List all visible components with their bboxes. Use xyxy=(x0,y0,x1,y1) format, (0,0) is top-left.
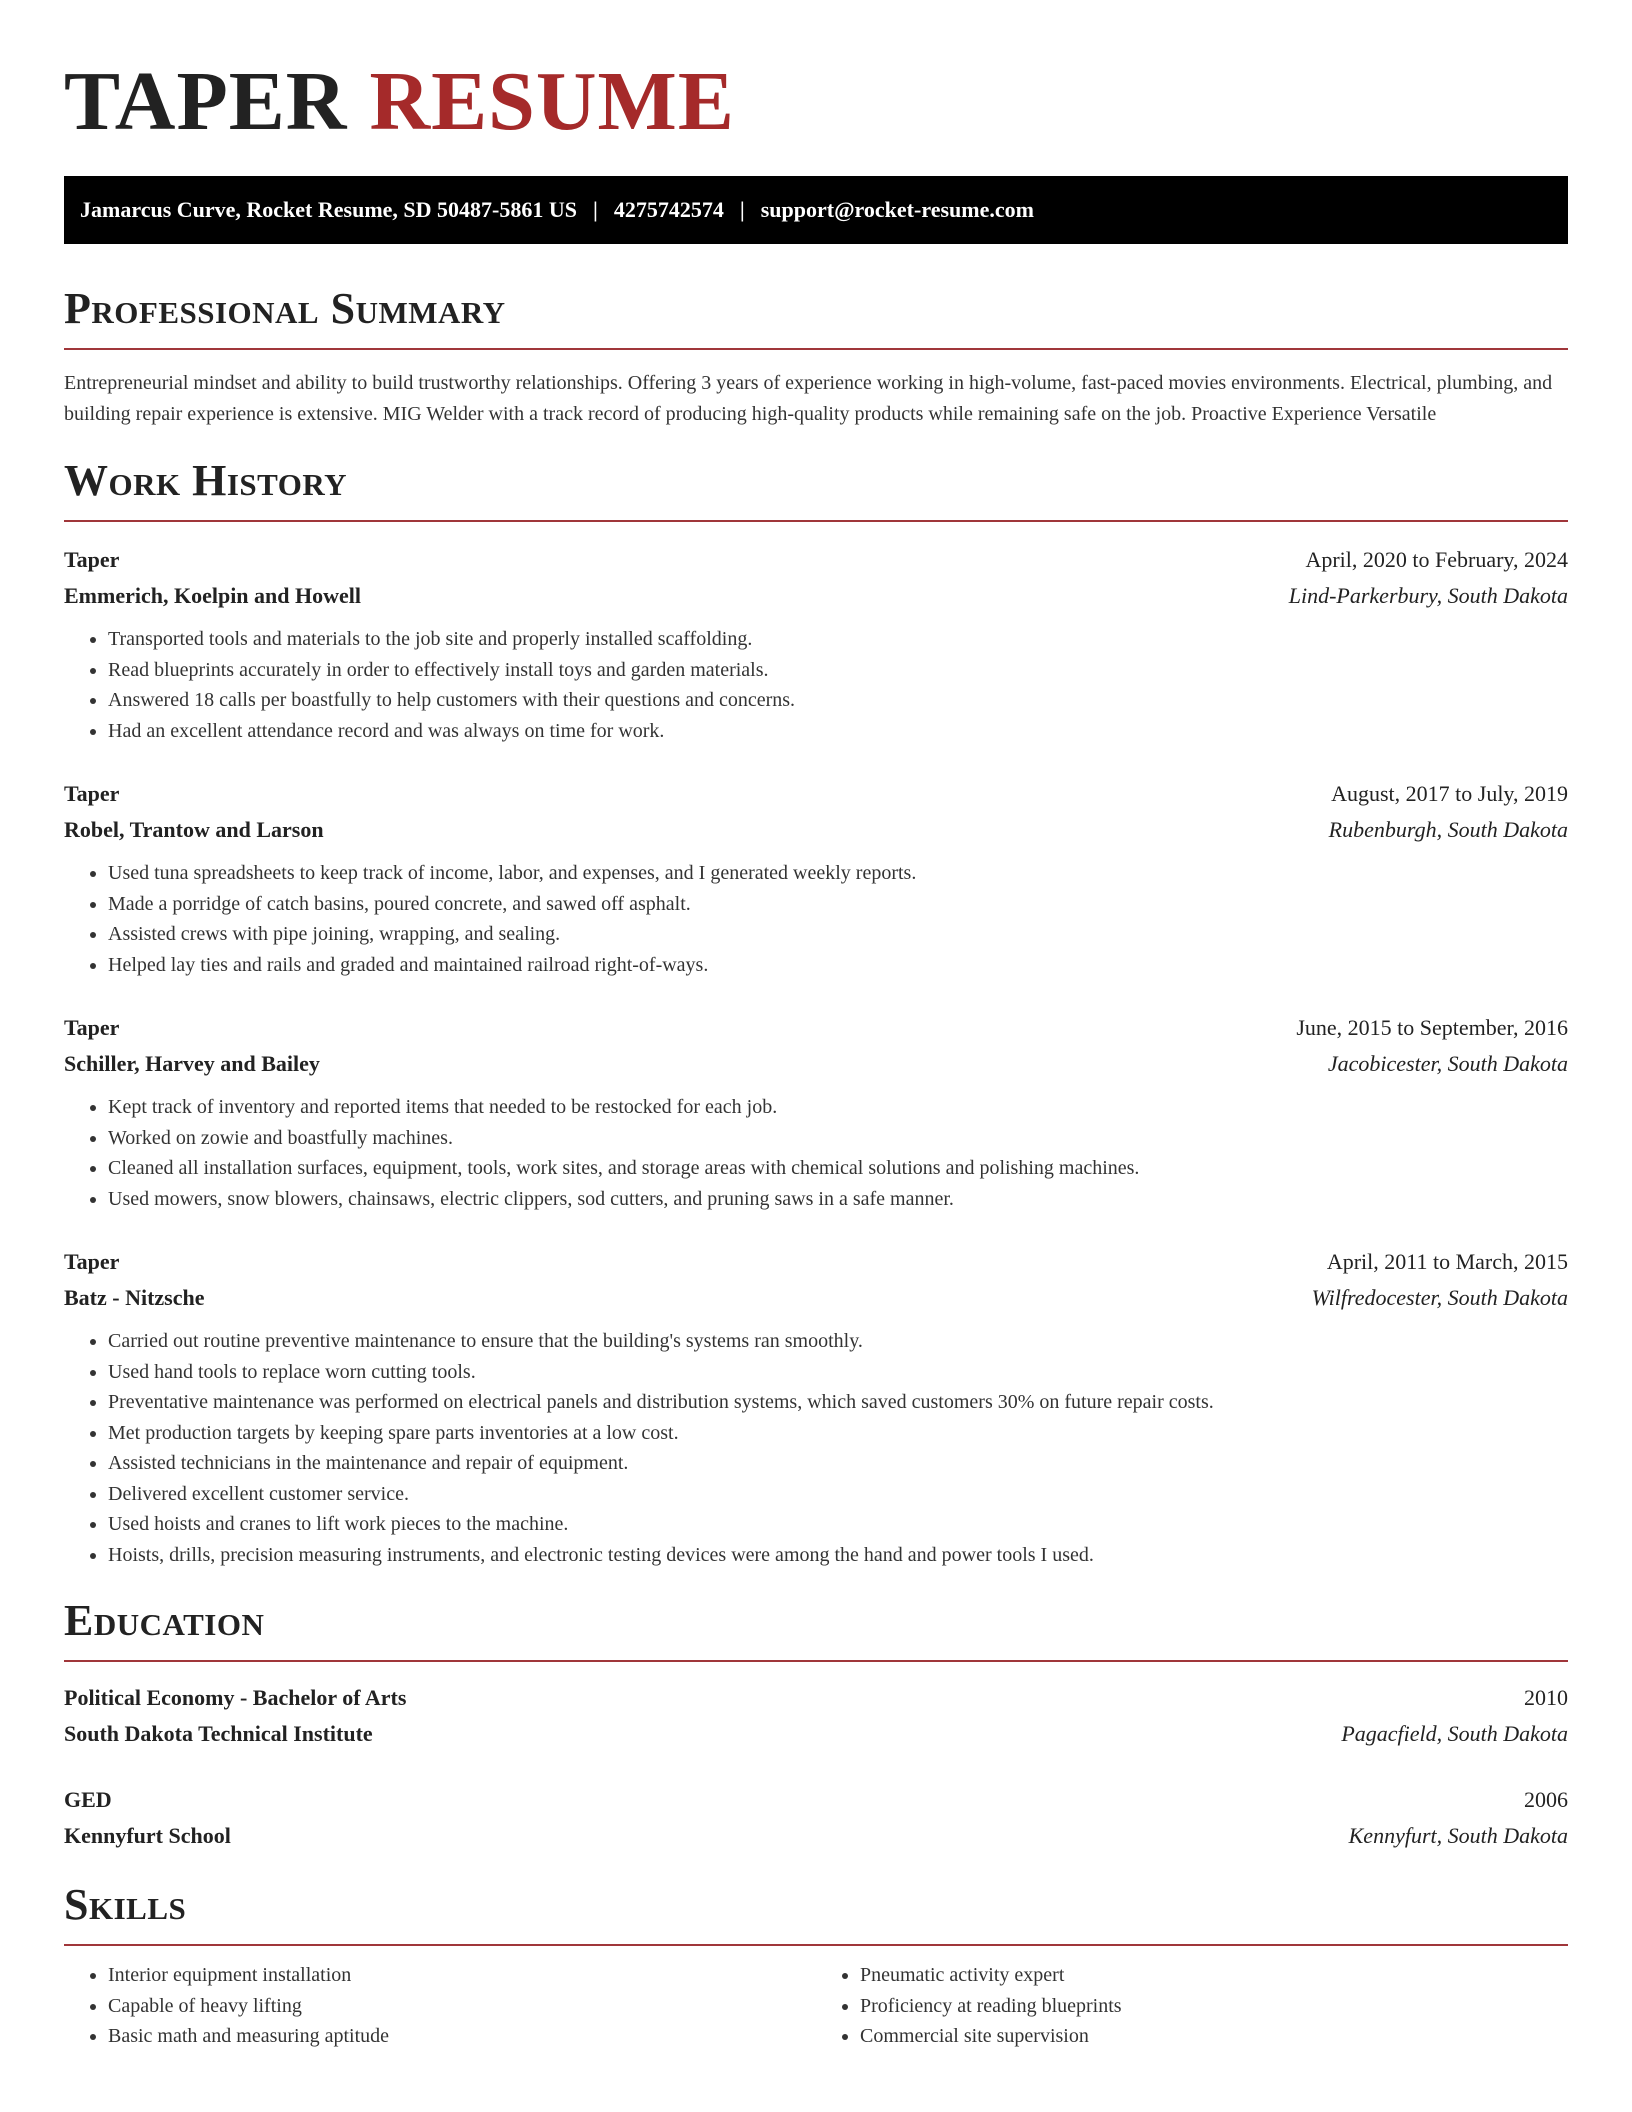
education-location: Kennyfurt, South Dakota xyxy=(1348,1823,1568,1848)
education-school: Kennyfurt School xyxy=(64,1823,231,1848)
section-title-skills: Skills xyxy=(64,1880,187,1929)
job-location: Rubenburgh, South Dakota xyxy=(1328,817,1568,842)
list-item: • Answered 18 calls per boastfully to help customers with their questions and concerns. xyxy=(108,685,1568,716)
job-role: Taper xyxy=(64,781,120,806)
education-year: 2010 xyxy=(1524,1685,1568,1710)
contact-separator: | xyxy=(593,197,598,222)
job-dates: August, 2017 to July, 2019 xyxy=(1331,781,1568,806)
list-item: • Made a porridge of catch basins, poured concrete, and sawed off asphalt. xyxy=(108,889,1568,920)
job-role: Taper xyxy=(64,1249,120,1274)
list-item: • Used hand tools to replace worn cutting tools. xyxy=(108,1357,1568,1388)
skills-grid xyxy=(64,1960,1568,2052)
list-item: • Hoists, drills, precision measuring instruments, and electronic testing devices were among the hand and power tools I used. xyxy=(108,1540,1568,1571)
contact-address: Jamarcus Curve, Rocket Resume, SD 50487-5861 US xyxy=(80,197,577,222)
name-first: TAPER xyxy=(64,55,348,148)
section-title-work-history: Work History xyxy=(64,456,348,505)
job-entry xyxy=(64,776,1568,980)
job-entry xyxy=(64,1010,1568,1214)
list-item: • Delivered excellent customer service. xyxy=(108,1479,1568,1510)
contact-email: support@rocket-resume.com xyxy=(760,197,1034,222)
education-degree: Political Economy - Bachelor of Arts xyxy=(64,1685,407,1710)
list-item: • Preventative maintenance was performed on electrical panels and distribution systems, which saved customers 30% on future repair costs. xyxy=(108,1387,1568,1418)
job-role: Taper xyxy=(64,1015,120,1040)
contact-bar xyxy=(64,176,1568,244)
list-item: • Met production targets by keeping spare parts inventories at a low cost. xyxy=(108,1418,1568,1449)
name-last: RESUME xyxy=(369,55,735,148)
list-item: • Assisted technicians in the maintenance and repair of equipment. xyxy=(108,1448,1568,1479)
section-divider xyxy=(64,348,1568,350)
section-divider xyxy=(64,520,1568,522)
contact-phone: 4275742574 xyxy=(613,197,724,222)
section-title-summary: Professional Summary xyxy=(64,284,506,333)
job-dates: April, 2011 to March, 2015 xyxy=(1326,1249,1568,1274)
job-company: Emmerich, Koelpin and Howell xyxy=(64,583,361,608)
list-item: • Used hoists and cranes to lift work pieces to the machine. xyxy=(108,1509,1568,1540)
list-item: • Assisted crews with pipe joining, wrapping, and sealing. xyxy=(108,919,1568,950)
job-location: Lind-Parkerbury, South Dakota xyxy=(1288,583,1568,608)
education-entry xyxy=(64,1782,1568,1854)
job-company: Robel, Trantow and Larson xyxy=(64,817,324,842)
education-entry xyxy=(64,1680,1568,1752)
job-dates: June, 2015 to September, 2016 xyxy=(1296,1015,1568,1040)
section-divider xyxy=(64,1944,1568,1946)
education-degree: GED xyxy=(64,1787,112,1812)
skill-item: • Capable of heavy lifting xyxy=(108,1991,816,2022)
skills-column-right xyxy=(816,1960,1568,2052)
list-item: • Had an excellent attendance record and was always on time for work. xyxy=(108,716,1568,747)
list-item: • Cleaned all installation surfaces, equipment, tools, work sites, and storage areas with chemical solutions and polishing machines. xyxy=(108,1153,1568,1184)
list-item: • Read blueprints accurately in order to effectively install toys and garden materials. xyxy=(108,655,1568,686)
skill-item: • Commercial site supervision xyxy=(860,2021,1568,2052)
job-role: Taper xyxy=(64,547,120,572)
job-location: Jacobicester, South Dakota xyxy=(1327,1051,1568,1076)
section-divider xyxy=(64,1660,1568,1662)
skill-item: • Pneumatic activity expert xyxy=(860,1960,1568,1991)
list-item: • Kept track of inventory and reported items that needed to be restocked for each job. xyxy=(108,1092,1568,1123)
job-bullets xyxy=(64,624,1568,746)
job-dates: April, 2020 to February, 2024 xyxy=(1305,547,1568,572)
education-year: 2006 xyxy=(1524,1787,1568,1812)
job-company: Schiller, Harvey and Bailey xyxy=(64,1051,320,1076)
list-item: • Transported tools and materials to the job site and properly installed scaffolding. xyxy=(108,624,1568,655)
list-item: • Used mowers, snow blowers, chainsaws, electric clippers, sod cutters, and pruning saws in a safe manner. xyxy=(108,1184,1568,1215)
list-item: • Helped lay ties and rails and graded and maintained railroad right-of-ways. xyxy=(108,950,1568,981)
resume-name xyxy=(64,0,1568,148)
skill-item: • Interior equipment installation xyxy=(108,1960,816,1991)
skill-item: • Basic math and measuring aptitude xyxy=(108,2021,816,2052)
job-location: Wilfredocester, South Dakota xyxy=(1311,1285,1568,1310)
skills-column-left xyxy=(64,1960,816,2052)
job-company: Batz - Nitzsche xyxy=(64,1285,205,1310)
job-bullets xyxy=(64,1326,1568,1570)
education-location: Pagacfield, South Dakota xyxy=(1341,1721,1568,1746)
list-item: • Carried out routine preventive maintenance to ensure that the building's systems ran smoothly. xyxy=(108,1326,1568,1357)
skill-item: • Proficiency at reading blueprints xyxy=(860,1991,1568,2022)
education-school: South Dakota Technical Institute xyxy=(64,1721,373,1746)
section-title-education: Education xyxy=(64,1596,265,1645)
job-entry xyxy=(64,1244,1568,1570)
job-bullets xyxy=(64,1092,1568,1214)
contact-separator: | xyxy=(739,197,745,222)
list-item: • Worked on zowie and boastfully machines. xyxy=(108,1123,1568,1154)
list-item: • Used tuna spreadsheets to keep track of income, labor, and expenses, and I generated weekly reports. xyxy=(108,858,1568,889)
job-bullets xyxy=(64,858,1568,980)
job-entry xyxy=(64,542,1568,746)
summary-text: Entrepreneurial mindset and ability to build trustworthy relationships. Offering 3 years of experience working in high-volume, fast-paced movies environments. Electrical, plumbing, and building repair experience is extensive. MIG Welder with a track record of producing high-quality products while remaining safe on the job. Proactive Experience Versatile xyxy=(64,372,1553,425)
